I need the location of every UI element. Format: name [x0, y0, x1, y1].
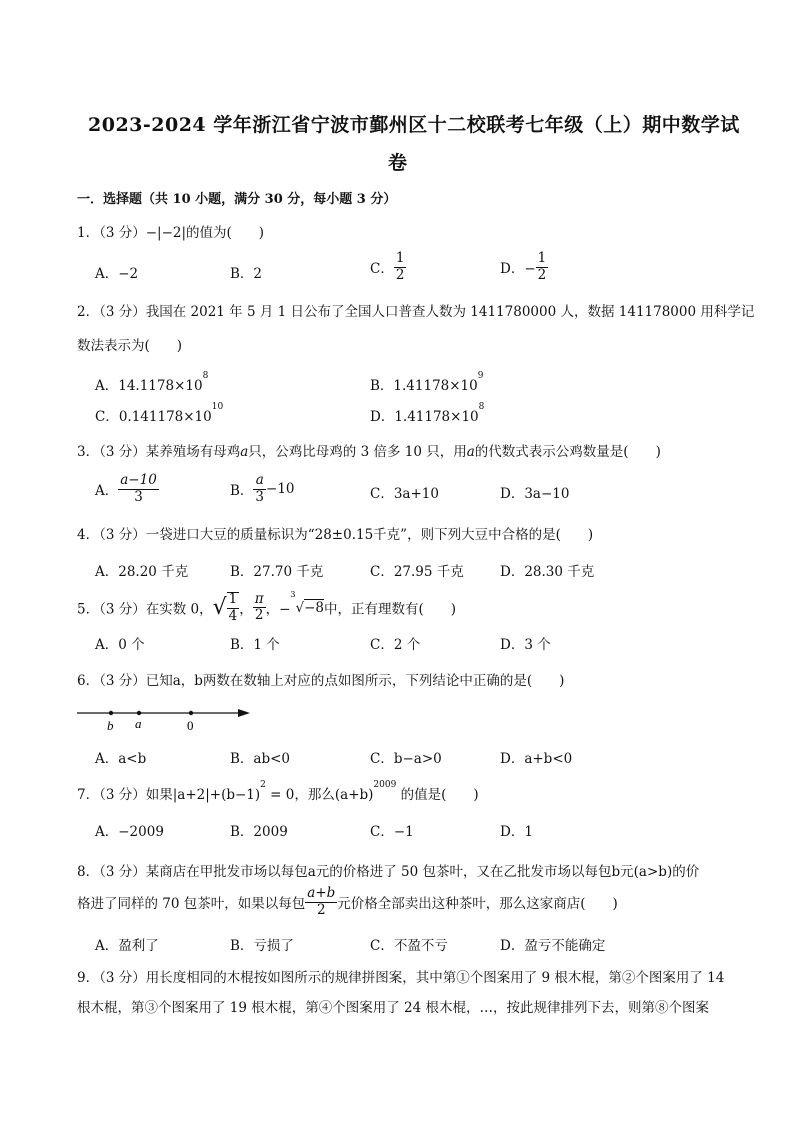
q1-option-b: B．2 [230, 266, 263, 282]
question-3-stem: 3．（3 分）某养殖场有母鸡a只，公鸡比母鸡的 3 倍多 10 只，用a的代数式表示公鸡数量是( ) [77, 444, 661, 460]
q2-option-b: B．$1.41178\times 10^9$ [370, 371, 484, 394]
q3-option-c: C．3a+10 [370, 486, 439, 502]
question-8-stem: 8．（3 分）某商店在甲批发市场以每包a元的价格进了 50 包茶叶，又在乙批发市场以每包b元(a>b)的价 [77, 864, 700, 880]
question-2-stem-cont: 数法表示为( ) [77, 338, 183, 354]
question-8-stem-cont: 格进了同样的 70 包茶叶，如果以每包 $\frac{a+b}{2}$ 元价格全部卖出这种茶叶，那么这家商店( ) [77, 885, 618, 918]
q8-option-b: B．亏损了 [230, 938, 294, 954]
q6-option-a: A．a<b [95, 751, 147, 767]
question-2-stem: 2．（3 分）我国在 2021 年 5 月 1 日公布了全国人口普查人数为 1411780000 人，数据 141178000 用科学记 [77, 304, 755, 320]
q7-option-a: A．−2009 [95, 824, 164, 840]
q6-option-c: C．b−a>0 [370, 751, 442, 767]
q4-option-b: B．27.70 千克 [230, 564, 324, 580]
page-title-continued: 卷 [388, 152, 408, 174]
question-9-stem-cont: 根木棍，第③个图案用了 19 根木棍，第④个图案用了 24 根木棍，…，按此规律排列下去，则第⑧个图案 [77, 1000, 710, 1016]
number-line [75, 700, 260, 740]
label-b: b [107, 718, 114, 733]
question-5-stem: 5．（3 分）在实数 0，√ $\frac{1}{4}$ ， $\frac{\pi}{2}$ ，−$^3$√−8中，正有理数有( ) [77, 589, 457, 624]
page-title: 2023-2024 学年浙江省宁波市鄞州区十二校联考七年级（上）期中数学试 [88, 114, 740, 136]
q5-option-a: A．0 个 [95, 637, 145, 653]
q3-option-a: A． $\frac{a-10}{3}$ [95, 472, 157, 505]
q3-option-b: B． $\frac{a}{3}$ −10 [230, 472, 295, 505]
q7-option-d: D．1 [500, 824, 533, 840]
q3-option-d: D．3a−10 [500, 486, 570, 502]
q2-option-d: D．$1.41178\times 10^8$ [370, 402, 485, 425]
q4-option-a: A．28.20 千克 [95, 564, 189, 580]
q1-option-a: A．−2 [95, 266, 139, 282]
q6-option-d: D．a+b<0 [500, 751, 573, 767]
q1-option-c: C． $\frac{1}{2}$ [370, 250, 405, 283]
question-6-stem: 6．（3 分）已知a，b两数在数轴上对应的点如图所示，下列结论中正确的是( ) [77, 673, 565, 689]
label-a: a [135, 716, 142, 731]
q8-option-c: C．不盈不亏 [370, 938, 448, 954]
q4-option-d: D．28.30 千克 [500, 564, 595, 580]
label-zero: 0 [187, 718, 194, 733]
point-0 [189, 711, 193, 715]
point-a [137, 711, 141, 715]
q7-option-c: C．−1 [370, 824, 414, 840]
q1-option-d: D．− $\frac{1}{2}$ [500, 250, 547, 283]
q5-option-d: D．3 个 [500, 637, 551, 653]
q2-option-c: C．$0.141178\times 10^{10}$ [95, 402, 224, 425]
section-heading: 一．选择题（共 10 小题，满分 30 分，每小题 3 分） [77, 192, 397, 207]
sqrt-symbol: √ $\frac{1}{4}$ [212, 591, 238, 624]
question-9-stem: 9．（3 分）用长度相同的木棍按如图所示的规律拼图案，其中第①个图案用了 9 根木棍，第②个图案用了 14 [77, 970, 725, 986]
q2-option-a: A．$14.1178\times 10^8$ [95, 371, 209, 394]
q5-option-c: C．2 个 [370, 637, 421, 653]
q8-option-d: D．盈亏不能确定 [500, 938, 606, 954]
question-1-stem: 1．（3 分）−|−2|的值为( ) [77, 225, 265, 241]
arrow-icon [238, 709, 250, 717]
question-4-stem: 4．（3 分）一袋进口大豆的质量标识为“28±0.15千克”，则下列大豆中合格的是( ) [77, 527, 594, 543]
cube-root-symbol: $^3$√−8 [290, 589, 325, 616]
q5-option-b: B．1 个 [230, 637, 280, 653]
question-7-stem: 7．（3 分）如果$|a+2|+(b-1)^2 = 0$，那么$(a+b)^{2009}$ 的值是( ) [77, 780, 479, 803]
q6-option-b: B．ab<0 [230, 751, 291, 767]
q4-option-c: C．27.95 千克 [370, 564, 464, 580]
point-b [109, 711, 113, 715]
q8-option-a: A．盈利了 [95, 938, 159, 954]
q7-option-b: B．2009 [230, 824, 288, 840]
